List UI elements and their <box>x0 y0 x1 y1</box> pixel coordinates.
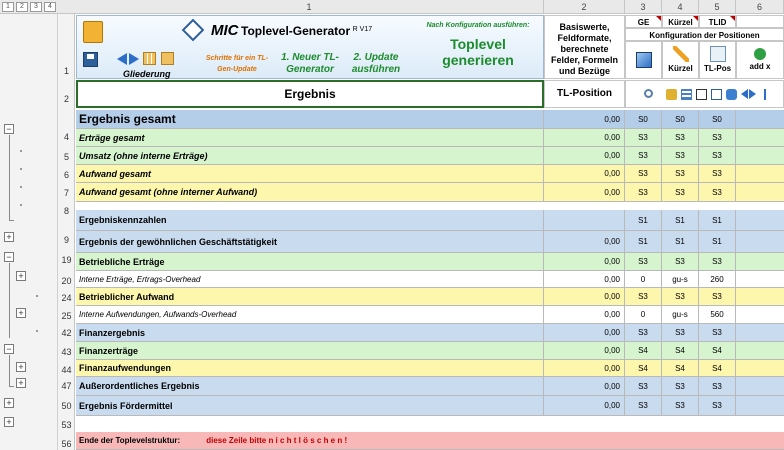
row-label-cell[interactable]: Finanzergebnis <box>76 324 544 341</box>
outline-level-2-button[interactable]: 2 <box>16 2 28 12</box>
row-value-cell[interactable]: 0,00 <box>544 110 625 128</box>
pencil-icon <box>673 46 689 62</box>
row-ge-cell[interactable]: S3 <box>625 288 662 305</box>
row-value-cell[interactable]: 0,00 <box>544 271 625 287</box>
row-label-cell[interactable]: Finanzerträge <box>76 342 544 359</box>
grid-icon[interactable] <box>143 52 156 65</box>
row-label-cell[interactable]: Erträge gesamt <box>76 129 544 146</box>
row-empty-cell[interactable] <box>736 210 784 230</box>
row-ge-cell[interactable]: S3 <box>625 377 662 395</box>
row-kuerzel-cell[interactable]: S3 <box>662 253 699 270</box>
row-tlid-cell[interactable]: S3 <box>699 377 736 395</box>
row-ge-cell[interactable]: S4 <box>625 342 662 359</box>
row-number[interactable]: 53 <box>61 420 72 430</box>
table-row[interactable] <box>76 253 784 271</box>
gliederung-label: Gliederung <box>123 69 171 79</box>
tl-pos-button[interactable] <box>699 41 736 79</box>
insert-rows-icon[interactable] <box>711 89 722 100</box>
row-label-cell[interactable]: Betriebliche Erträge <box>76 253 544 270</box>
row-kuerzel-cell[interactable]: S4 <box>662 342 699 359</box>
row-tlid-cell[interactable]: S0 <box>699 110 736 128</box>
cube-icon <box>636 52 652 68</box>
row-value-cell[interactable]: 0,00 <box>544 165 625 182</box>
row-empty-cell[interactable] <box>736 231 784 252</box>
row-label-cell[interactable]: Außerordentliches Ergebnis <box>76 377 544 395</box>
row-ge-cell[interactable]: S3 <box>625 324 662 341</box>
row-number[interactable]: 44 <box>61 365 72 375</box>
arrow-updown-icon[interactable] <box>762 89 768 100</box>
tl-position-header-cell[interactable]: TL-Position <box>544 80 625 108</box>
row-number[interactable]: 56 <box>61 439 72 449</box>
row-ge-cell[interactable]: 0 <box>625 271 662 287</box>
row-label-cell[interactable]: Umsatz (ohne interne Erträge) <box>76 147 544 164</box>
row-number[interactable]: 8 <box>63 206 69 216</box>
row-number[interactable]: 20 <box>61 276 72 286</box>
search-icon[interactable] <box>644 89 653 98</box>
table-row[interactable] <box>76 342 784 360</box>
konfiguration-header-cell[interactable]: Konfiguration der Positionen <box>625 28 784 41</box>
kuerzel-header-cell[interactable] <box>662 15 699 28</box>
table-row[interactable] <box>76 271 784 288</box>
row-tlid-cell[interactable]: S3 <box>699 165 736 182</box>
outline-level-1-button[interactable]: 1 <box>2 2 14 12</box>
tool-icon-row <box>625 80 784 108</box>
row-ge-cell[interactable]: 0 <box>625 306 662 323</box>
edit-note-icon <box>710 46 726 62</box>
sort-icon[interactable] <box>696 89 707 100</box>
expand-toggle-row50[interactable]: + <box>4 398 14 408</box>
row-tlid-cell[interactable]: S3 <box>699 129 736 146</box>
row-label-cell[interactable]: Aufwand gesamt <box>76 165 544 182</box>
row-tlid-cell[interactable]: S4 <box>699 360 736 376</box>
row-label-cell[interactable]: Interne Aufwendungen, Aufwands-Overhead <box>76 306 544 323</box>
app-title <box>211 22 372 39</box>
row-kuerzel-cell[interactable]: S3 <box>662 165 699 182</box>
expand-toggle-row9[interactable]: + <box>4 232 14 242</box>
row-value-cell[interactable]: 0,00 <box>544 183 625 201</box>
row-tlid-cell[interactable]: S3 <box>699 324 736 341</box>
row-empty-cell[interactable] <box>736 306 784 323</box>
outline-gutter <box>0 14 58 450</box>
table-row[interactable] <box>76 306 784 324</box>
tlid-header-label: TLID <box>708 18 727 27</box>
add-x-button[interactable] <box>736 41 784 79</box>
row-ge-cell[interactable]: S3 <box>625 165 662 182</box>
row-value-cell[interactable]: 0,00 <box>544 360 625 376</box>
step2-button[interactable]: 2. Update ausführen <box>351 52 401 75</box>
row-ge-cell[interactable]: S4 <box>625 360 662 376</box>
row-empty-cell[interactable] <box>736 271 784 287</box>
schritte-label: Schritte für ein TL-Gen-Update <box>205 55 269 73</box>
row-tlid-cell[interactable]: S1 <box>699 231 736 252</box>
row-empty-cell[interactable] <box>736 360 784 376</box>
kuerzel-button-label: Kürzel <box>668 64 693 73</box>
row-number[interactable]: 9 <box>63 235 69 245</box>
row-empty-cell[interactable] <box>736 165 784 182</box>
row-empty-cell[interactable] <box>736 129 784 146</box>
row-number[interactable]: 43 <box>61 347 72 357</box>
row-kuerzel-cell[interactable]: S3 <box>662 377 699 395</box>
row-value-cell[interactable]: 0,00 <box>544 147 625 164</box>
outline-level-bar <box>0 0 75 14</box>
row-label-cell[interactable]: Aufwand gesamt (ohne interner Aufwand) <box>76 183 544 201</box>
table-row[interactable] <box>76 165 784 183</box>
title-label: Toplevel-Generator <box>241 24 351 38</box>
row-number[interactable]: 4 <box>63 132 69 142</box>
row-empty-cell[interactable] <box>736 377 784 395</box>
row-label-cell[interactable]: Finanzaufwendungen <box>76 360 544 376</box>
row-empty-cell[interactable] <box>736 147 784 164</box>
table-row[interactable] <box>76 377 784 396</box>
version-label: R V17 <box>352 26 373 33</box>
collapse-toggle-row19[interactable]: − <box>4 252 14 262</box>
row-number[interactable]: 1 <box>63 66 69 76</box>
collapse-toggle-row43[interactable]: − <box>4 344 14 354</box>
row-kuerzel-cell[interactable]: gu-s <box>662 306 699 323</box>
expand-toggle-row47[interactable]: + <box>16 378 26 388</box>
row-number[interactable]: 47 <box>61 381 72 391</box>
ergebnis-header-cell[interactable]: Ergebnis <box>76 80 544 108</box>
table-row[interactable] <box>76 147 784 165</box>
column-header-4[interactable]: 4 <box>662 0 699 14</box>
row-value-cell[interactable]: 0,00 <box>544 129 625 146</box>
row-tlid-cell[interactable]: S4 <box>699 342 736 359</box>
table-row[interactable] <box>76 231 784 253</box>
row-tlid-cell[interactable]: S3 <box>699 396 736 415</box>
row-number[interactable]: 2 <box>63 94 69 104</box>
table-row[interactable] <box>76 110 784 129</box>
column-header-bar <box>75 0 784 14</box>
row-kuerzel-cell[interactable]: S4 <box>662 360 699 376</box>
tl-pos-button-label: TL-Pos <box>703 64 732 73</box>
table-row[interactable] <box>76 183 784 202</box>
row-empty-cell[interactable] <box>736 342 784 359</box>
kuerzel-button[interactable] <box>662 41 699 79</box>
column-header-2[interactable]: 2 <box>544 0 625 14</box>
row-value-cell[interactable]: 0,00 <box>544 377 625 395</box>
row-label-cell[interactable]: Interne Erträge, Ertrags-Overhead <box>76 271 544 287</box>
row-empty-cell[interactable] <box>736 183 784 201</box>
row-tlid-cell[interactable]: S3 <box>699 147 736 164</box>
row-empty-cell[interactable] <box>736 288 784 305</box>
blue-box-button[interactable] <box>625 41 662 79</box>
add-x-button-label: add x <box>749 62 771 71</box>
row-value-cell[interactable]: 0,00 <box>544 396 625 415</box>
row-ge-cell[interactable]: S3 <box>625 183 662 201</box>
row-label-cell[interactable]: Ergebnis Fördermittel <box>76 396 544 415</box>
column-header-5[interactable]: 5 <box>699 0 736 14</box>
row-tlid-cell[interactable]: S3 <box>699 288 736 305</box>
step1-button[interactable]: 1. Neuer TL-Generator <box>281 52 339 75</box>
row-number[interactable]: 5 <box>63 152 69 162</box>
toplevel-generator-header <box>76 15 544 79</box>
row-number[interactable]: 50 <box>61 401 72 411</box>
footer-warning: diese Zeile bitte n i c h t l ö s c h e n ! <box>206 436 348 445</box>
grid-alt-icon[interactable] <box>161 52 174 65</box>
row-empty-cell[interactable] <box>736 396 784 415</box>
row-kuerzel-cell[interactable]: S3 <box>662 396 699 415</box>
row-number[interactable]: 19 <box>61 255 72 265</box>
empty-header-cell[interactable] <box>736 15 784 28</box>
row-empty-cell[interactable] <box>736 253 784 270</box>
save-icon[interactable] <box>83 52 98 67</box>
row-number[interactable]: 7 <box>63 188 69 198</box>
row-kuerzel-cell[interactable]: gu-s <box>662 271 699 287</box>
row-ge-cell[interactable]: S1 <box>625 210 662 230</box>
row-number[interactable]: 25 <box>61 311 72 321</box>
kuerzel-header-label: Kürzel <box>668 18 693 27</box>
ge-header-label: GE <box>637 18 650 27</box>
toplevel-generieren-button[interactable]: Toplevel generieren <box>442 36 514 68</box>
arrow-left-small-icon[interactable] <box>741 89 748 99</box>
row-kuerzel-cell[interactable]: S0 <box>662 110 699 128</box>
nach-konfiguration-label: Nach Konfiguration ausführen: <box>426 22 530 29</box>
row-ge-cell[interactable]: S3 <box>625 147 662 164</box>
row-value-cell[interactable]: 0,00 <box>544 253 625 270</box>
column-header-6[interactable]: 6 <box>736 0 784 14</box>
row-number[interactable]: 24 <box>61 293 72 303</box>
row-label-cell[interactable]: Ergebnis gesamt <box>76 110 544 128</box>
collapse-toggle-row4[interactable]: − <box>4 124 14 134</box>
database-icon[interactable] <box>726 89 737 100</box>
row-empty-cell[interactable] <box>736 110 784 128</box>
expand-toggle-row25[interactable]: + <box>16 308 26 318</box>
row-kuerzel-cell[interactable]: S3 <box>662 288 699 305</box>
table-row[interactable] <box>76 210 784 231</box>
row-value-cell[interactable]: 0,00 <box>544 288 625 305</box>
mic-diamond-logo-icon <box>182 19 205 42</box>
row-kuerzel-cell[interactable]: S1 <box>662 210 699 230</box>
table-row[interactable] <box>76 324 784 342</box>
table-icon[interactable] <box>681 89 692 100</box>
expand-toggle-row53[interactable]: + <box>4 417 14 427</box>
tlid-header-cell[interactable] <box>699 15 736 28</box>
footer-cell <box>76 432 784 449</box>
row-tlid-cell[interactable]: S3 <box>699 253 736 270</box>
row-kuerzel-cell[interactable]: S3 <box>662 147 699 164</box>
row-label-cell[interactable]: Ergebniskennzahlen <box>76 210 544 230</box>
row-value-cell[interactable]: 0,00 <box>544 306 625 323</box>
row-number-column <box>58 14 75 450</box>
arrow-right-small-icon[interactable] <box>749 89 756 99</box>
row-tlid-cell[interactable]: S1 <box>699 210 736 230</box>
row-ge-cell[interactable]: S0 <box>625 110 662 128</box>
row-ge-cell[interactable]: S3 <box>625 396 662 415</box>
row-ge-cell[interactable]: S1 <box>625 231 662 252</box>
row-tlid-cell[interactable]: 260 <box>699 271 736 287</box>
footer-label: Ende der Toplevelstruktur: <box>79 436 181 445</box>
arrow-right-icon[interactable] <box>129 53 139 65</box>
book-logo-icon <box>83 21 103 43</box>
lock-icon[interactable] <box>666 89 677 100</box>
mic-label: MIC <box>211 22 239 39</box>
column-header-3[interactable]: 3 <box>625 0 662 14</box>
row-tlid-cell[interactable]: 560 <box>699 306 736 323</box>
row-value-cell[interactable]: 0,00 <box>544 231 625 252</box>
table-row[interactable] <box>76 288 784 306</box>
row-number[interactable]: 42 <box>61 328 72 338</box>
table-row[interactable] <box>76 360 784 377</box>
row-tlid-cell[interactable]: S3 <box>699 183 736 201</box>
row-ge-cell[interactable]: S3 <box>625 253 662 270</box>
table-row[interactable] <box>76 129 784 147</box>
row-value-cell[interactable]: 0,00 <box>544 324 625 341</box>
row-value-cell[interactable] <box>544 210 625 230</box>
row-label-cell[interactable]: Ergebnis der gewöhnlichen Geschäftstätigkeit <box>76 231 544 252</box>
row-empty-cell[interactable] <box>736 324 784 341</box>
table-row[interactable] <box>76 396 784 416</box>
row-number[interactable]: 6 <box>63 170 69 180</box>
outline-level-3-button[interactable]: 3 <box>30 2 42 12</box>
outline-level-4-button[interactable]: 4 <box>44 2 56 12</box>
plus-circle-icon <box>754 48 766 60</box>
arrow-left-icon[interactable] <box>117 53 127 65</box>
row-label-cell[interactable]: Betrieblicher Aufwand <box>76 288 544 305</box>
expand-toggle-row20[interactable]: + <box>16 271 26 281</box>
basiswerte-header-cell[interactable]: Basiswerte, Feldformate, berechnete Felder, Formeln und Bezüge <box>544 15 625 79</box>
row-kuerzel-cell[interactable]: S3 <box>662 324 699 341</box>
row-kuerzel-cell[interactable]: S3 <box>662 129 699 146</box>
row-kuerzel-cell[interactable]: S3 <box>662 183 699 201</box>
row-value-cell[interactable]: 0,00 <box>544 342 625 359</box>
row-kuerzel-cell[interactable]: S1 <box>662 231 699 252</box>
column-header-1[interactable]: 1 <box>75 0 544 14</box>
expand-toggle-row44[interactable]: + <box>16 362 26 372</box>
ge-header-cell[interactable] <box>625 15 662 28</box>
row-ge-cell[interactable]: S3 <box>625 129 662 146</box>
footer-row[interactable] <box>76 432 784 450</box>
